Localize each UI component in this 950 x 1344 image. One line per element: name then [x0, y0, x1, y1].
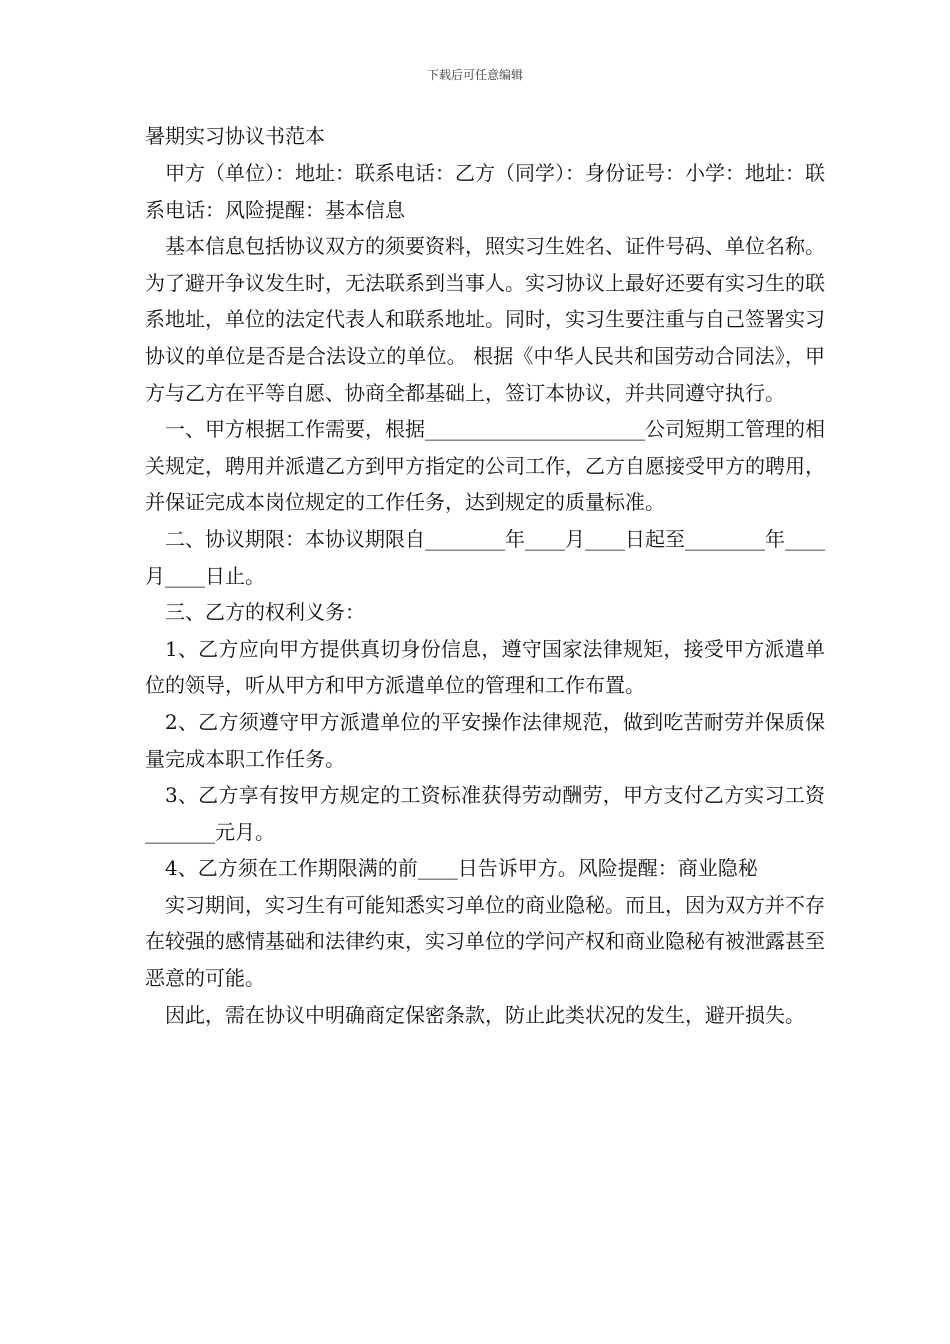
paragraph-clause-1: 一、甲方根据工作需要，根据______________________公司短期工管理的相关规定，聘用并派遣乙方到甲方指定的公司工作，乙方自愿接受甲方的聘用，并保证完成本岗位规定的工作任务，达到规定的质量标准。 [145, 417, 825, 515]
paragraph-parties: 甲方（单位）：地址：联系电话：乙方（同学）：身份证号：小学：地址：联系电话：风险提醒：基本信息 [145, 161, 825, 222]
paragraph-item-3: 3、乙方享有按甲方规定的工资标准获得劳动酬劳，甲方支付乙方实习工资_______元月。 [145, 783, 825, 844]
paragraph-item-4: 4、乙方须在工作期限满的前____日告诉甲方。风险提醒：商业隐秘 [165, 856, 758, 881]
header-note: 下载后可任意编辑 [426, 68, 523, 82]
document-body [145, 118, 825, 1033]
paragraph-item-2: 2、乙方须遵守甲方派遣单位的平安操作法律规范，做到吃苦耐劳并保质保量完成本职工作任务。 [145, 709, 825, 771]
paragraph-item-1: 1、乙方应向甲方提供真切身份信息，遵守国家法律规矩，接受甲方派遣单位的领导，听从甲方和甲方派遣单位的管理和工作布置。 [145, 636, 825, 698]
paragraph-clause-3-heading: 三、乙方的权利义务： [165, 600, 365, 625]
paragraph-trade-secret: 实习期间，实习生有可能知悉实习单位的商业隐秘。而且，因为双方并不存在较强的感情基础和法律约束，实习单位的学问产权和商业隐秘有被泄露甚至恶意的可能。 [145, 892, 825, 991]
paragraph-confidentiality: 因此，需在协议中明确商定保密条款，防止此类状况的发生，避开损失。 [165, 1002, 805, 1027]
document-title: 暑期实习协议书范本 [145, 124, 325, 148]
paragraph-basic-info: 基本信息包括协议双方的须要资料，照实习生姓名、证件号码、单位名称。为了避开争议发生时，无法联系到当事人。实习协议上最好还要有实习生的联系地址，单位的法定代表人和联系地址。同时，实习生要注重与自己签署实习协议的单位是否是合法设立的单位。 根据《中华人民共和国劳动合同法》，甲方与乙方在平等自愿、协商全都基础上，签订本协议，并共同遵守执行。 [145, 234, 825, 405]
paragraph-clause-2: 二、协议期限：本协议期限自________年____月____日起至________年____月____日止。 [145, 526, 825, 588]
